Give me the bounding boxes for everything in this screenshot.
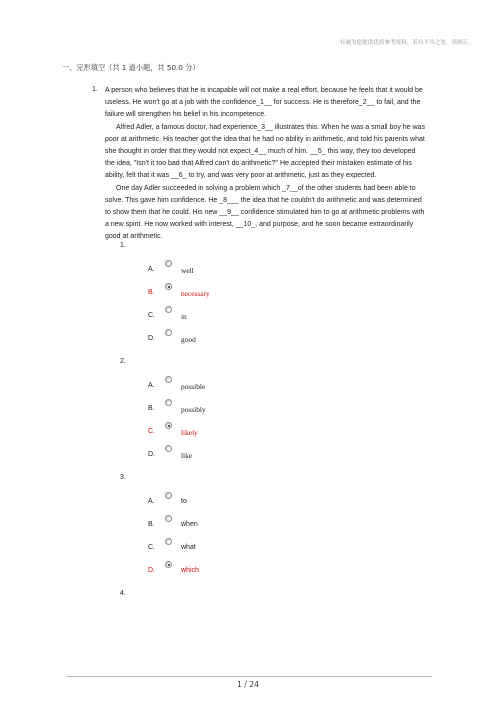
page-number: 1 / 24 <box>237 680 259 689</box>
passage-paragraph-2: Alfred Adler, a famous doctor, had experience_3__ illustrates this. When he was a small boy he was poor at arithmetic. His teacher got the idea that he had no ability in arithmetic, and told his parents what she thought in order that they would not expect_4__ much of him. __5_ this way, they too developed the idea, "Isn't it too bad that Alfred can't do arithmetic?" He accepted their mistaken estimate of his ability, felt that it was __6_ to try, and was very poor at arithmetic, just as they expected. <box>105 123 425 180</box>
radio-icon[interactable] <box>165 399 172 406</box>
option-text: well <box>181 266 194 275</box>
option-text: which <box>181 567 199 574</box>
option-letter: D. <box>148 567 155 574</box>
sub-question-number: 3. <box>120 474 126 481</box>
sub-question-number: 2. <box>120 358 126 365</box>
option-text: good <box>181 335 196 344</box>
option-text: to <box>181 498 187 505</box>
option-letter: A. <box>148 266 155 273</box>
passage-paragraph-3: One day Adler succeeded in solving a problem which _7__of the other students had been able to solve. This gave him confidence. He _8___ the idea that he couldn't do arithmetic and was determined to show them that he could. His new __9__ confidence stimulated him to go at arithmetic problems with a new spirit. He now worked with interest, __10_, and purpose, and he soon became extraordinarily good at arithmetic. <box>105 184 425 241</box>
header-note: 有减为您提供优质参考资料，若有不当之处，请指正。 <box>339 40 474 46</box>
option-text: possibly <box>181 405 206 414</box>
radio-selected-icon[interactable] <box>165 422 172 429</box>
option-text: necessary <box>181 289 210 298</box>
radio-icon[interactable] <box>165 306 172 313</box>
option-letter: B. <box>148 289 155 296</box>
option-letter: B. <box>148 405 155 412</box>
sub-question-number: 1. <box>120 242 126 249</box>
option-text: likely <box>181 428 198 437</box>
footer-divider <box>66 676 432 677</box>
radio-icon[interactable] <box>165 492 172 499</box>
radio-icon[interactable] <box>165 376 172 383</box>
option-text: what <box>181 544 196 551</box>
option-letter: C. <box>148 544 155 551</box>
option-text: in <box>181 312 187 321</box>
section-title: 一、完形填空（共 1 道小题，共 50.0 分） <box>62 63 200 72</box>
passage-paragraph-1: A person who believes that he is incapable will not make a real effort, because he feels that it would be useless. He won't go at a job with the confidence_1__ for success. He is therefore_2__ to fail, and the failure will strengthen his belief in his incompetence. <box>105 87 423 119</box>
option-text: like <box>181 451 193 460</box>
option-text: when <box>181 521 198 528</box>
radio-icon[interactable] <box>165 538 172 545</box>
option-text: possible <box>181 382 206 391</box>
option-letter: D. <box>148 335 155 342</box>
option-letter: C. <box>148 312 155 319</box>
radio-icon[interactable] <box>165 329 172 336</box>
option-letter: A. <box>148 382 155 389</box>
option-letter: C. <box>148 428 155 435</box>
passage <box>105 85 427 244</box>
radio-icon[interactable] <box>165 260 172 267</box>
option-letter: D. <box>148 451 155 458</box>
option-letter: A. <box>148 498 155 505</box>
question-number: 1. <box>92 86 98 93</box>
radio-selected-icon[interactable] <box>165 283 172 290</box>
radio-selected-icon[interactable] <box>165 561 172 568</box>
option-letter: B. <box>148 521 155 528</box>
radio-icon[interactable] <box>165 445 172 452</box>
sub-question-number: 4. <box>120 590 126 597</box>
radio-icon[interactable] <box>165 515 172 522</box>
